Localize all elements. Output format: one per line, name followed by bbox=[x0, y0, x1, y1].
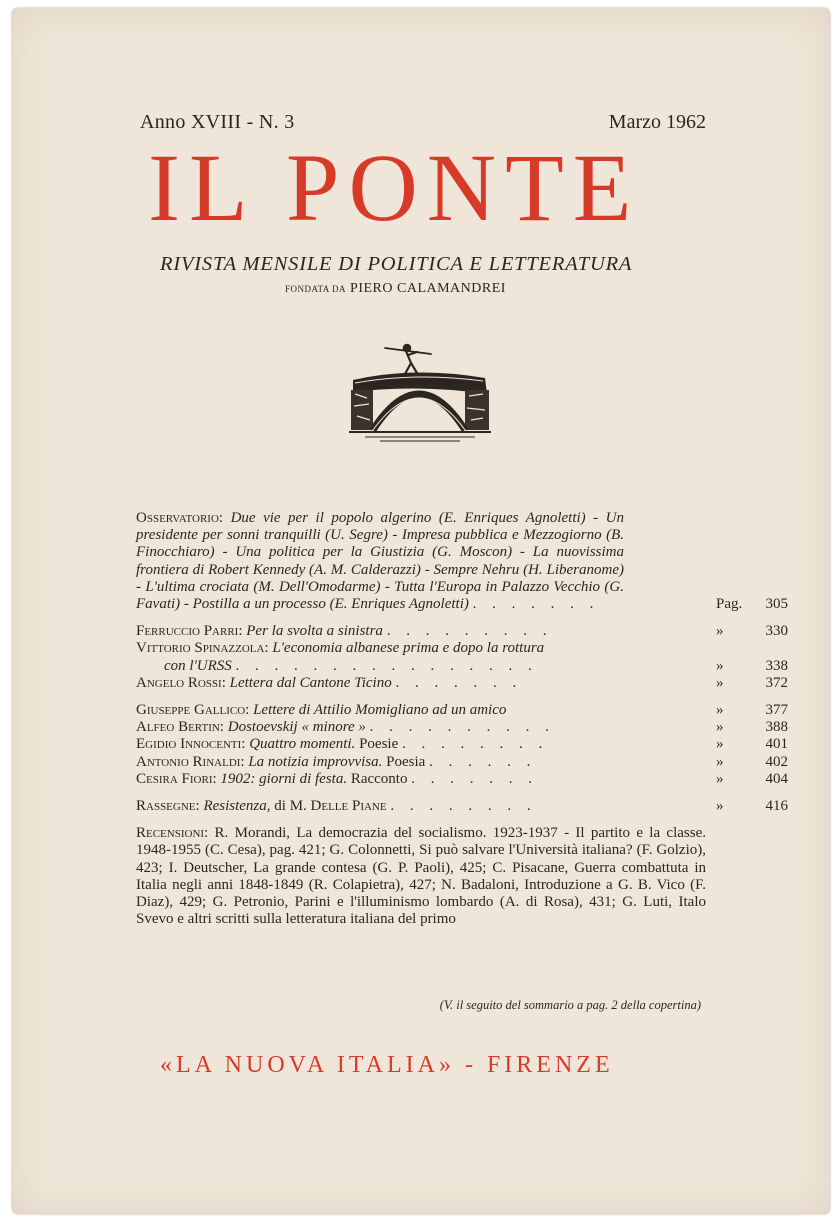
toc-entry-rassegne: Rassegne: Resistenza, di M. Delle Piane . . . . . . . . » 416 bbox=[136, 798, 788, 815]
table-of-contents bbox=[136, 510, 788, 928]
toc-title: con l'URSS bbox=[164, 657, 232, 674]
toc-author: Angelo Rossi: bbox=[136, 674, 226, 691]
toc-page-number: » 372 bbox=[716, 674, 788, 691]
toc-entry: Ferruccio Parri: Per la svolta a sinistra . . . . . . . . . » 330 bbox=[136, 623, 788, 640]
toc-page-number: Pag. 305 bbox=[716, 596, 788, 613]
toc-entry: con l'URSS . . . . . . . . . . . . . . . . » 338 bbox=[164, 657, 788, 674]
toc-entry-osservatorio: Osservatorio: Due vie per il popolo algerino (E. Enriques Agnoletti) - Un presidente per sonni tranquilli (U. Segre) - Impresa pubblica e Mezzogiorno (B. Finocchiaro) - Una politica per la Giustizia (G. Moscon) - La nuovissima frontiera di Robert Kennedy (A. M. Calderazzi) - Sempre Nehru (H. Liberanome) - L'ultima crociata (M. Dell'Omodarme) - Tutta l'Europa in Palazzo Vecchio (G. Favati) - Postilla a un processo (E. Enriques Agnoletti) . . . . . . . Pag. 305 bbox=[136, 510, 788, 613]
toc-author: Vittorio Spinazzola: bbox=[136, 640, 269, 657]
toc-entry: Antonio Rinaldi: La notizia improvvisa. Poesia . . . . . . » 402 bbox=[136, 753, 788, 770]
toc-section-label: Osservatorio: bbox=[136, 510, 224, 526]
founder-line bbox=[285, 281, 506, 297]
toc-title: Lettera dal Cantone Ticino bbox=[229, 674, 392, 691]
toc-author: Giuseppe Gallico: bbox=[136, 702, 250, 719]
toc-title: La notizia improvvisa. bbox=[248, 753, 383, 770]
toc-entry bbox=[136, 702, 788, 719]
toc-page-number: » 416 bbox=[716, 798, 788, 815]
toc-page-number: » 338 bbox=[716, 657, 788, 674]
founded-by-label: FONDATA DA bbox=[285, 284, 347, 294]
toc-page-number: » 401 bbox=[716, 736, 788, 753]
toc-author: Alfeo Bertin: bbox=[136, 719, 224, 736]
toc-page-number: » 402 bbox=[716, 753, 788, 770]
toc-title: Per la svolta a sinistra bbox=[246, 623, 383, 640]
magazine-subtitle: RIVISTA MENSILE DI POLITICA E LETTERATURA bbox=[160, 253, 633, 275]
toc-title: Quattro momenti. bbox=[249, 736, 356, 753]
toc-title: Dostoevskij « minore » bbox=[227, 719, 366, 736]
toc-author: Egidio Innocenti: bbox=[136, 736, 246, 753]
toc-section-label: Recensioni: bbox=[136, 825, 209, 842]
toc-title: Resistenza, bbox=[203, 798, 271, 815]
toc-title: 1902: giorni di festa. bbox=[220, 770, 348, 787]
toc-entry: Angelo Rossi: Lettera dal Cantone Ticino . . . . . . . » 372 bbox=[136, 674, 788, 691]
toc-entry: Cesira Fiori: 1902: giorni di festa. Racconto . . . . . . . » 404 bbox=[136, 770, 788, 787]
issue-date: Marzo 1962 bbox=[608, 111, 706, 133]
bridge-with-figure-icon bbox=[345, 336, 495, 451]
magazine-title: IL PONTE bbox=[148, 134, 641, 241]
toc-page-number: » 330 bbox=[716, 623, 788, 640]
toc-entry-text: R. Morandi, La democrazia del socialismo. 1923-1937 - Il partito e la classe. 1948-1955 (C. Cesa), pag. 421; G. Colonnetti, Si può salvare l'Università italiana? (F. Golzio), 423; I. Deutscher, La grande contesa (G. P. Paoli), 425; C. Pisacane, Guerra combattuta in Italia negli anni 1848-1849 (R. Colapietra), 427; N. Badaloni, Introduzione a G. B. Vico (F. Diaz), 429; G. Petronio, Parini e l'illuminismo lombardo (A. di Rosa), 431; G. Luti, Italo Svevo e altri scritti sulla letteratura italiana del primo bbox=[136, 825, 706, 928]
publisher-line: «LA NUOVA ITALIA» - FIRENZE bbox=[160, 1052, 614, 1078]
toc-note: Poesie bbox=[359, 736, 399, 753]
founder-name: PIERO CALAMANDREI bbox=[350, 281, 506, 296]
toc-by: di bbox=[274, 798, 286, 815]
toc-title: Lettere di Attilio Momigliano ad un amico bbox=[253, 702, 507, 719]
toc-page-number: » 388 bbox=[716, 719, 788, 736]
toc-note: Racconto bbox=[350, 770, 408, 787]
toc-section-label: Rassegne: bbox=[136, 798, 200, 815]
toc-note: Poesia bbox=[386, 753, 426, 770]
toc-author: Antonio Rinaldi: bbox=[136, 753, 245, 770]
toc-author: Cesira Fiori: bbox=[136, 770, 217, 787]
toc-page-number: » 377 bbox=[716, 702, 788, 719]
toc-title: L'economia albanese prima e dopo la rottura bbox=[272, 640, 545, 657]
toc-author: Ferruccio Parri: bbox=[136, 623, 243, 640]
toc-entry: Alfeo Bertin: Dostoevskij « minore » . . . . . . . . . . » 388 bbox=[136, 719, 788, 736]
toc-entry-recensioni bbox=[136, 825, 706, 928]
toc-entry bbox=[136, 640, 706, 657]
issue-number: Anno XVIII - N. 3 bbox=[140, 111, 295, 133]
toc-author: M. Delle Piane bbox=[289, 798, 387, 815]
toc-page-number: » 404 bbox=[716, 770, 788, 787]
continuation-note: (V. il seguito del sommario a pag. 2 della copertina) bbox=[439, 998, 701, 1012]
toc-entry: Egidio Innocenti: Quattro momenti. Poesie . . . . . . . . » 401 bbox=[136, 736, 788, 753]
toc-entry-text: Due vie per il popolo algerino (E. Enriques Agnoletti) - Un presidente per sonni tranquilli (U. Segre) - Impresa pubblica e Mezzogiorno (B. Finocchiaro) - Una politica per la Giustizia (G. Moscon) - La nuovissima frontiera di Robert Kennedy (A. M. Calderazzi) - Sempre Nehru (H. Liberanome) - L'ultima crociata (M. Dell'Omodarme) - Tutta l'Europa in Palazzo Vecchio (G. Favati) - Postilla a un processo (E. Enriques Agnoletti) bbox=[136, 510, 624, 613]
